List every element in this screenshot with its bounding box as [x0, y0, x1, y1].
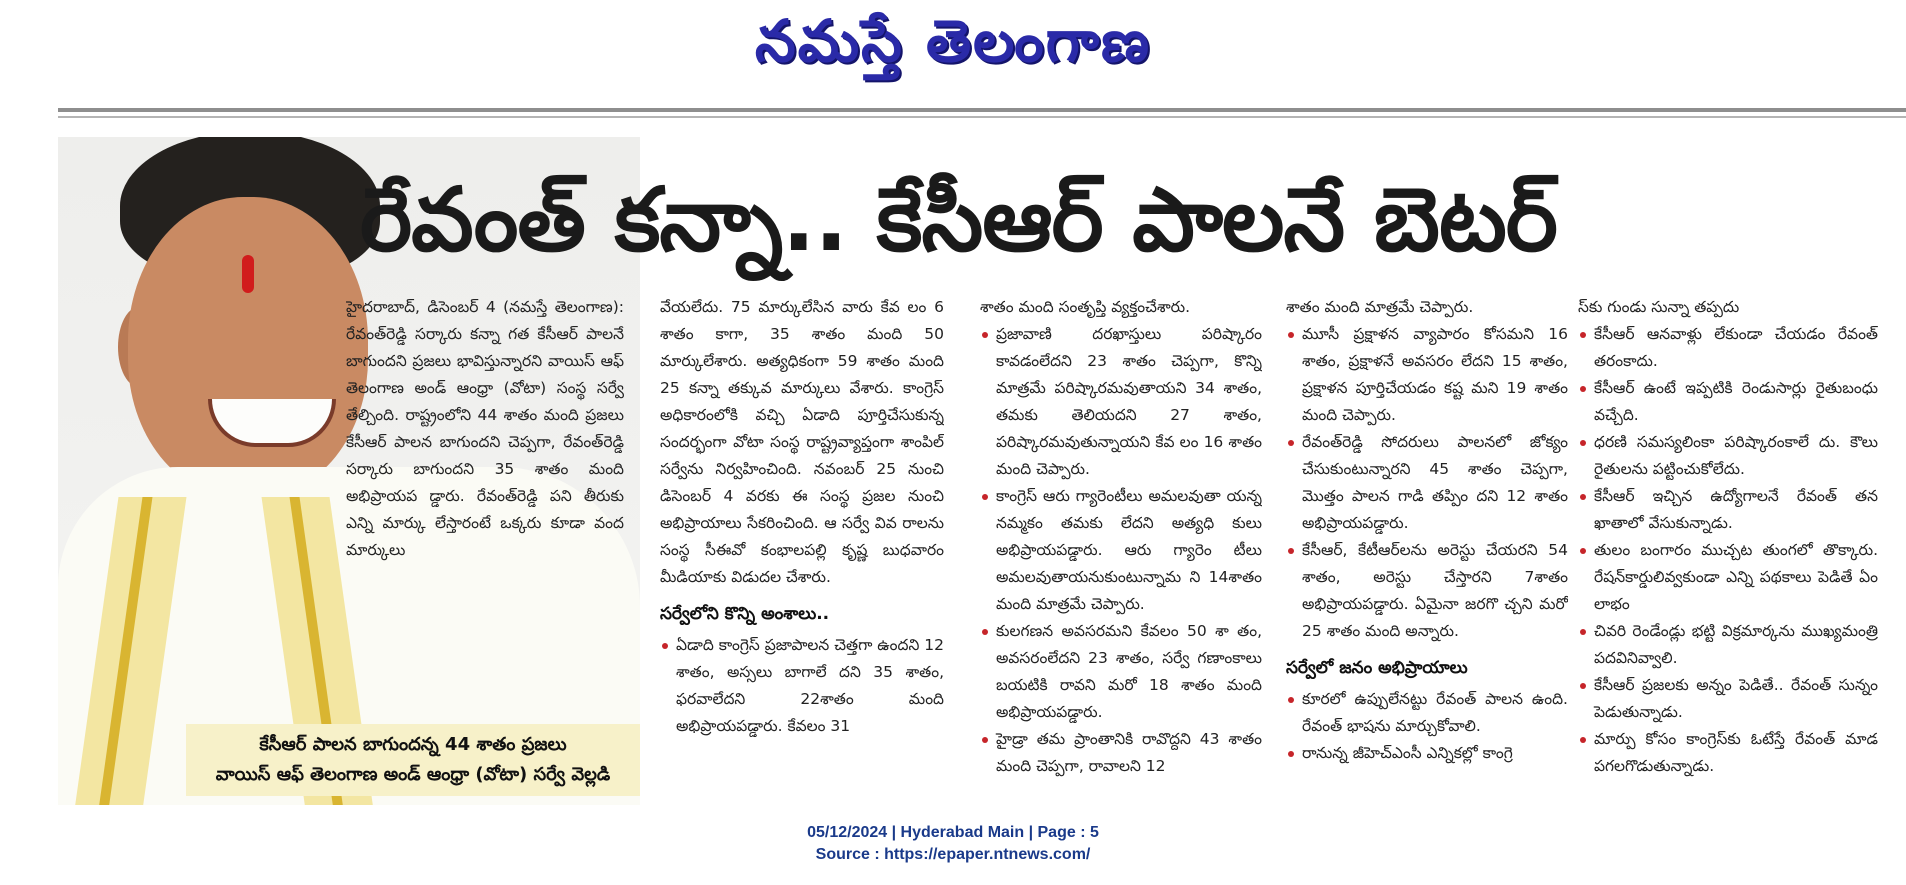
photo-face	[128, 197, 368, 497]
article-paragraph: స్‌కు గుండు సున్నా తప్పదు	[1578, 298, 1740, 316]
bullet-item: కేసీఆర్ ఇచ్చిన ఉద్యోగాలనే రేవంత్ తన ఖాతాలో వేసుకున్నాడు.	[1578, 483, 1878, 537]
article-column-5	[1578, 294, 1878, 804]
bullet-item: హైడ్రా తమ ప్రాంతానికి రావొద్దని 43 శాతం మంది చెప్పగా, రావాలని 12	[980, 726, 1262, 780]
bullet-item: ఏడాది కాంగ్రెస్ ప్రజాపాలన చెత్తగా ఉందని 12 శాతం, అస్సలు బాగాలే దని 35 శాతం, ఫరవాలేదని 22శాతం మంది అభిప్రాయపడ్డారు. కేవలం 31	[660, 632, 944, 740]
article-column-4	[1286, 294, 1568, 804]
footer-date-edition: 05/12/2024 | Hyderabad Main | Page : 5	[807, 824, 1099, 841]
section-subheading: సర్వేలో జనం అభిప్రాయాలు	[1286, 658, 1468, 678]
bullet-list	[980, 321, 1262, 780]
bullet-list	[660, 632, 944, 740]
bullet-item: తులం బంగారం ముచ్చట తుంగలో తొక్కారు. రేషన్‌కార్డులివ్వకుండా ఎన్ని పథకాలు పెడితే ఏం లాభం	[1578, 537, 1878, 618]
bullet-item: రానున్న జీహెచ్‌ఎంసీ ఎన్నికల్లో కాంగ్రె	[1286, 740, 1568, 767]
newspaper-logo: నమస్తే తెలంగాణ	[755, 6, 1151, 75]
bullet-item: ప్రజావాణి దరఖాస్తులు పరిష్కారం కావడంలేదని 23 శాతం చెప్పగా, కొన్ని మాత్రమే పరిష్కారమవుతాయని 34 శాతం, తమకు తెలియదని 27 శాతం, పరిష్కారమవుతున్నాయని కేవ లం 16 శాతం మంది చెప్పారు.	[980, 321, 1262, 483]
footer-source-link[interactable]: Source : https://epaper.ntnews.com/	[815, 846, 1091, 863]
article-column-1	[346, 294, 624, 804]
bullet-item: కూరలో ఉప్పులేనట్టు రేవంత్ పాలన ఉంది. రేవంత్ భాషను మార్చుకోవాలి.	[1286, 686, 1568, 740]
bullet-item: మార్పు కోసం కాంగ్రెస్‌కు ఓటేస్తే రేవంత్ మాడ పగలగొడుతున్నాడు.	[1578, 726, 1878, 780]
footer	[0, 822, 1906, 866]
masthead	[0, 0, 1906, 96]
bullet-item: కులగణన అవసరమని కేవలం 50 శా తం, అవసరంలేదని 23 శాతం, సర్వే గణాంకాలు బయటికి రావని మరో 18 శాతం మంది అభిప్రాయపడ్డారు.	[980, 618, 1262, 726]
masthead-rule-thin	[58, 116, 1906, 118]
bullet-item: కేసీఆర్ ప్రజలకు అన్నం పెడితే.. రేవంత్ సున్నం పెడుతున్నాడు.	[1578, 672, 1878, 726]
masthead-rule-thick	[58, 108, 1906, 112]
photo-caption-line1: కేసీఆర్ పాలన బాగుందన్న 44 శాతం ప్రజలు	[259, 734, 567, 755]
section-subheading: సర్వేలోని కొన్ని అంశాలు..	[660, 604, 830, 624]
article-paragraph: శాతం మంది మాత్రమే చెప్పారు.	[1286, 298, 1474, 316]
photo-tilak	[242, 255, 254, 293]
bullet-list	[1286, 686, 1568, 767]
article-paragraph: శాతం మంది సంతృప్తి వ్యక్తంచేశారు.	[980, 298, 1191, 316]
bullet-item: కేసీఆర్ ఉంటే ఇప్పటికి రెండుసార్లు రైతుబంధు వచ్చేది.	[1578, 375, 1878, 429]
bullet-list	[1286, 321, 1568, 645]
bullet-item: చివరి రెండేండ్లు భట్టి విక్రమార్కను ముఖ్యమంత్రి పదవినివ్వాలి.	[1578, 618, 1878, 672]
article-column-2	[660, 294, 944, 804]
bullet-item: కాంగ్రెస్ ఆరు గ్యారెంటీలు అమలవుతా యన్న నమ్మకం తమకు లేదని అత్యధి కులు అభిప్రాయపడ్డారు. ఆరు గ్యారెం టీలు అమలవుతాయనుకుంటున్నామ ని 14శాతం మంది మాత్రమే చెప్పారు.	[980, 483, 1262, 618]
article-paragraph: హైదరాబాద్, డిసెంబర్ 4 (నమస్తే తెలంగాణ): రేవంత్‌రెడ్డి సర్కారు కన్నా గత కేసీఆర్ పాలనే బాగుందని ప్రజలు భావిస్తున్నారని వాయిస్ ఆఫ్ తెలంగాణ అండ్ ఆంధ్రా (వోటా) సంస్థ సర్వే తేల్చింది. రాష్ట్రంలోని 44 శాతం మంది ప్రజలు కేసీఆర్ పాలన బాగుందని చెప్పగా, రేవంత్‌రెడ్డి సర్కారు బాగుందని 35 శాతం మంది అభిప్రాయప డ్డారు. రేవంత్‌రెడ్డి పని తీరుకు ఎన్ని మార్కు లేస్తారంటే ఒక్కరు కూడా వంద మార్కులు	[346, 298, 624, 559]
article-paragraph: వేయలేదు. 75 మార్కులేసిన వారు కేవ లం 6 శాతం కాగా, 35 శాతం మంది 50 మార్కులేశారు. అత్యధికంగా 59 శాతం మంది 25 కన్నా తక్కువ మార్కులు వేశారు. కాంగ్రెస్ అధికారంలోకి వచ్చి ఏడాది పూర్తిచేసుకున్న సందర్భంగా వోటా సంస్థ రాష్ట్రవ్యాప్తంగా శాంపిల్ సర్వేను నిర్వహించింది. నవంబర్ 25 నుంచి డిసెంబర్ 4 వరకు ఈ సంస్థ ప్రజల నుంచి అభిప్రాయాలు సేకరించింది. ఆ సర్వే వివ రాలను సంస్థ సీఈవో కంభాలపల్లి కృష్ణ బుధవారం మీడియాకు విడుదల చేశారు.	[660, 298, 944, 586]
bullet-item: రేవంత్‌రెడ్డి సోదరులు పాలనలో జోక్యం చేసుకుంటున్నారని 45 శాతం చెప్పగా, మొత్తం పాలన గాడి తప్పిం దని 12 శాతం అభిప్రాయపడ్డారు.	[1286, 429, 1568, 537]
bullet-item: ధరణి సమస్యలింకా పరిష్కారంకాలే దు. కౌలు రైతులను పట్టించుకోలేదు.	[1578, 429, 1878, 483]
bullet-item: కేసీఆర్ ఆనవాళ్లు లేకుండా చేయడం రేవంత్ తరంకాదు.	[1578, 321, 1878, 375]
article-column-3	[980, 294, 1262, 804]
headline: రేవంత్ కన్నా.. కేసీఆర్ పాలనే బెటర్	[360, 168, 1557, 271]
bullet-item: మూసీ ప్రక్షాళన వ్యాపారం కోసమని 16 శాతం, ప్రక్షాళనే అవసరం లేదని 15 శాతం, ప్రక్షాళన పూర్తిచేయడం కష్ట మని 19 శాతం మంది చెప్పారు.	[1286, 321, 1568, 429]
bullet-item: కేసీఆర్, కేటీఆర్‌లను అరెస్టు చేయరని 54 శాతం, అరెస్టు చేస్తారని 7శాతం అభిప్రాయపడ్డారు. ఏమైనా జరగొ చ్చని మరో 25 శాతం మంది అన్నారు.	[1286, 537, 1568, 645]
photo-caption-line2: వాయిస్ ఆఫ్ తెలంగాణ అండ్ ఆంధ్రా (వోటా) సర్వే వెల్లడి	[215, 764, 611, 785]
bullet-list	[1578, 321, 1878, 780]
